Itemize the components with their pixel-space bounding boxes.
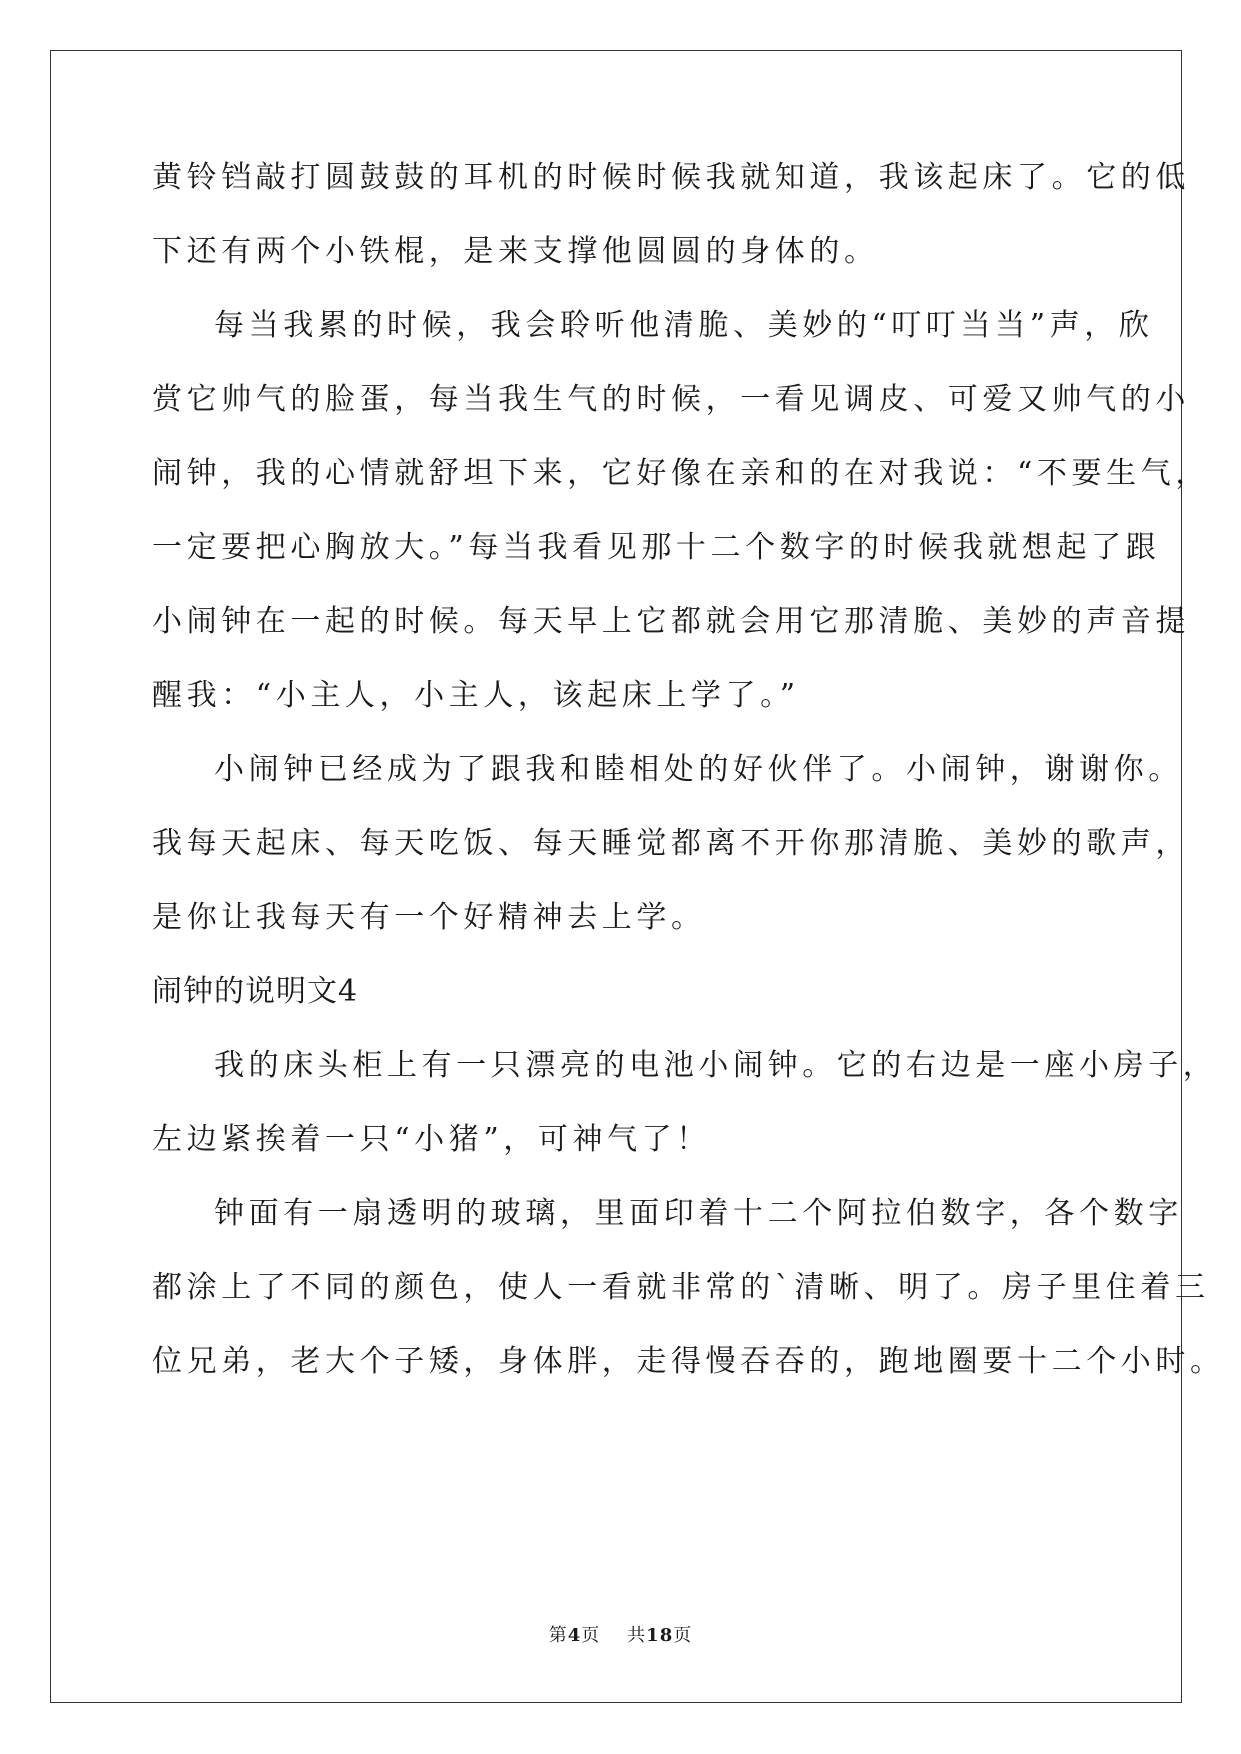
paragraph-start: 小闹钟已经成为了跟我和睦相处的好伙伴了。小闹钟，谢谢你。 xyxy=(214,752,1183,787)
page-footer xyxy=(0,1624,1241,1648)
text-line: 闹钟，我的心情就舒坦下来，它好像在亲和的在对我说：“不要生气， xyxy=(152,456,1210,491)
text-line: 我每天起床、每天吃饭、每天睡觉都离不开你那清脆、美妙的歌声， xyxy=(152,826,1190,861)
text-line: 左边紧挨着一只“小猪”，可神气了！ xyxy=(152,1122,711,1157)
text-line: 都涂上了不同的颜色，使人一看就非常的`清晰、明了。房子里住着三 xyxy=(152,1270,1210,1305)
total-suffix: 页 xyxy=(673,1625,693,1646)
text-line: 黄铃铛敲打圆鼓鼓的耳机的时候时候我就知道，我该起床了。它的低 xyxy=(152,160,1190,195)
text-line: 小闹钟在一起的时候。每天早上它都就会用它那清脆、美妙的声音提 xyxy=(152,604,1190,639)
text-line: 下还有两个小铁棍，是来支撑他圆圆的身体的。 xyxy=(152,234,879,269)
text-line: 赏它帅气的脸蛋，每当我生气的时候，一看见调皮、可爱又帅气的小 xyxy=(152,382,1190,417)
text-line: 位兄弟，老大个子矮，身体胖，走得慢吞吞的，跑地圈要十二个小时。 xyxy=(152,1344,1225,1379)
section-heading: 闹钟的说明文4 xyxy=(152,974,359,1009)
text-line: 是你让我每天有一个好精神去上学。 xyxy=(152,900,706,935)
page-number: 4 xyxy=(567,1625,582,1646)
text-line: 一定要把心胸放大。”每当我看见那十二个数字的时候我就想起了跟 xyxy=(152,530,1161,565)
page-suffix: 页 xyxy=(581,1625,601,1646)
page-prefix: 第 xyxy=(548,1625,568,1646)
text-line: 醒我：“小主人，小主人，该起床上学了。” xyxy=(152,678,800,713)
total-prefix: 共 xyxy=(627,1625,647,1646)
paragraph-start: 钟面有一扇透明的玻璃，里面印着十二个阿拉伯数字，各个数字 xyxy=(214,1196,1183,1231)
paragraph-start: 每当我累的时候，我会聆听他清脆、美妙的“叮叮当当”声，欣 xyxy=(214,308,1154,343)
total-pages: 18 xyxy=(646,1625,674,1646)
paragraph-start: 我的床头柜上有一只漂亮的电池小闹钟。它的右边是一座小房子， xyxy=(214,1048,1218,1083)
page-border xyxy=(50,50,1182,1703)
